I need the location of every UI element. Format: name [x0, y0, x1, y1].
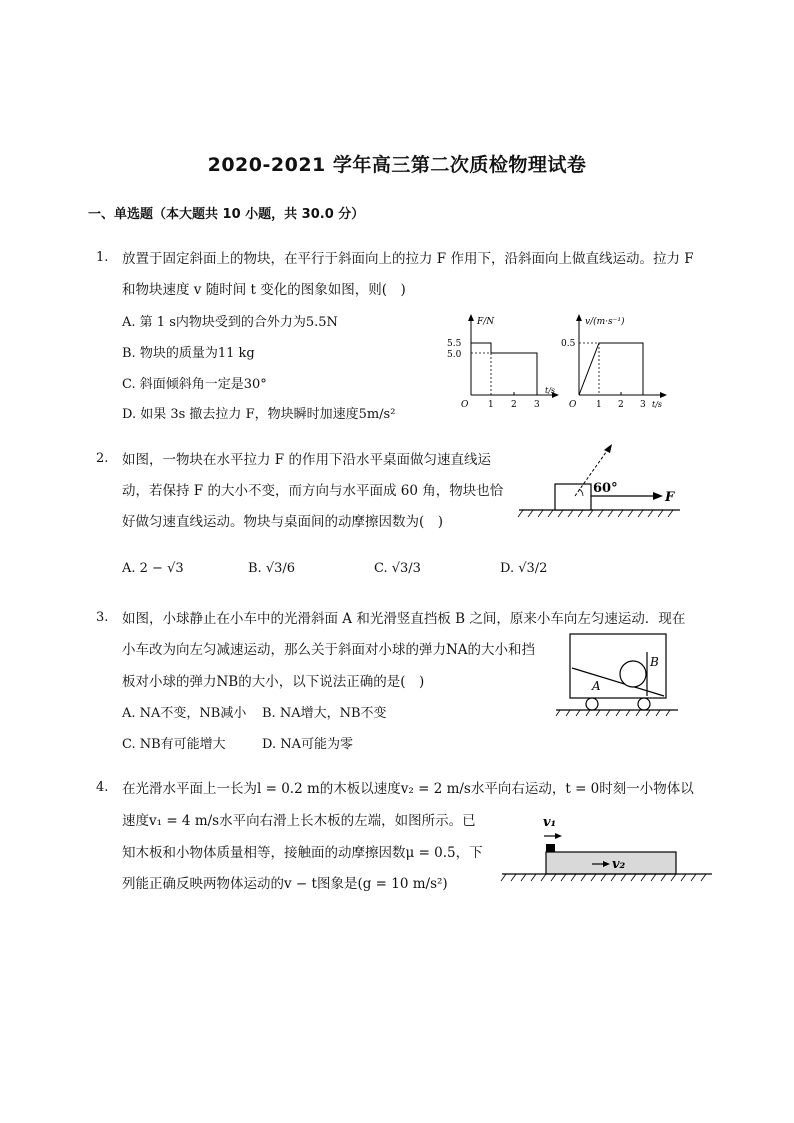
question-1-option-b[interactable]: B. 物块的质量为11 kg [122, 346, 255, 361]
v-time-label: t/s [652, 400, 663, 409]
label-a: A [592, 679, 601, 693]
long-board [546, 852, 676, 874]
v-tick-2: 2 [618, 400, 624, 410]
wheel-left [586, 698, 598, 710]
question-3-line-1: 如图，小球静止在小车中的光滑斜面 A 和光滑竖直挡板 B 之间，原来小车向左匀速运动．现在 [122, 611, 686, 627]
question-1-figure [445, 310, 675, 410]
question-2-option-a[interactable]: A. 2 − √3 [122, 561, 184, 576]
question-1-line-1: 放置于固定斜面上的物块，在平行于斜面向上的拉力 F 作用下，沿斜面向上做直线运动。拉力 F [122, 251, 694, 267]
question-4-line-3: 知木板和小物体质量相等，接触面的动摩擦因数μ = 0.5，下 [122, 845, 483, 861]
force-time-graph [447, 314, 559, 410]
question-1-option-d[interactable]: D. 如果 3s 撤去拉力 F，物块瞬时加速度5m/s² [122, 407, 396, 422]
question-4-line-1: 在光滑水平面上一长为l = 0.2 m的木板以速度v₂ = 2 m/s水平向右运动，t = 0时刻一小物体以 [122, 781, 694, 797]
question-1-number: 1. [96, 250, 109, 265]
wheel-right [638, 698, 650, 710]
question-3-figure [552, 630, 682, 720]
question-2-option-c[interactable]: C. √3/3 [374, 561, 421, 576]
question-2-line-3: 好做匀速直线运动。物块与桌面间的动摩擦因数为( ) [122, 514, 444, 530]
ball [620, 661, 646, 687]
label-b: B [650, 655, 659, 669]
question-3-number: 3. [96, 610, 109, 625]
question-3-option-a[interactable]: A. NA不变，NB减小 [122, 706, 247, 721]
question-2-line-2: 动，若保持 F 的大小不变，而方向与水平面成 60 角，物块也恰 [122, 483, 504, 499]
v1-label: v₁ [543, 815, 557, 830]
f-tick-5-5: 5.5 [447, 339, 462, 349]
question-2-option-d[interactable]: D. √3/2 [500, 561, 548, 576]
f-tick-3: 3 [534, 400, 540, 410]
question-4-number: 4. [96, 780, 109, 795]
question-1-option-a[interactable]: A. 第 1 s内物块受到的合外力为5.5N [122, 315, 338, 330]
section-heading: 一、单选题（本大题共 10 小题，共 30.0 分） [88, 207, 365, 222]
question-3-line-2: 小车改为向左匀减速运动，那么关于斜面对小球的弹力NA的大小和挡 [122, 642, 536, 658]
v-tick-3: 3 [640, 400, 646, 410]
v-origin: O [569, 400, 577, 410]
question-3-option-d[interactable]: D. NA可能为零 [262, 737, 353, 752]
question-1-option-c[interactable]: C. 斜面倾斜角一定是30° [122, 377, 267, 392]
f-time-label: t/s [545, 386, 556, 395]
question-4-line-2: 速度v₁ = 4 m/s水平向右滑上长木板的左端，如图所示。已 [122, 813, 476, 829]
v-tick-1: 1 [596, 400, 602, 410]
f-tick-1: 1 [488, 400, 494, 410]
page-title: 2020-2021 学年高三第二次质检物理试卷 [207, 154, 587, 176]
question-3-option-c[interactable]: C. NB有可能增大 [122, 737, 226, 752]
f-tick-2: 2 [511, 400, 517, 410]
question-3-line-3: 板对小球的弹力NB的大小，以下说法正确的是( ) [122, 674, 425, 690]
question-4-line-4: 列能正确反映两物体运动的v − t图象是(g = 10 m/s²) [122, 876, 448, 892]
v-axis-label: v/(m·s⁻¹) [585, 317, 625, 327]
force-label: F [665, 490, 675, 505]
v2-label: v₂ [612, 857, 626, 872]
f-origin: O [461, 400, 469, 410]
question-4-figure [498, 810, 718, 886]
question-3-option-b[interactable]: B. NA增大，NB不变 [262, 706, 387, 721]
question-1-line-2: 和物块速度 v 随时间 t 变化的图象如图，则( ) [122, 282, 406, 298]
v-tick-0-5: 0.5 [561, 339, 576, 349]
question-2-option-b[interactable]: B. √3/6 [248, 561, 296, 576]
block [555, 484, 591, 510]
f-axis-label: F/N [477, 317, 495, 327]
angle-label: 60° [593, 481, 618, 496]
question-2-number: 2. [96, 451, 109, 466]
question-2-line-1: 如图，一物块在水平拉力 F 的作用下沿水平桌面做匀速直线运 [122, 452, 491, 468]
f-tick-5-0: 5.0 [447, 350, 462, 360]
velocity-time-graph [561, 314, 667, 410]
small-object [546, 844, 555, 852]
question-2-figure [515, 440, 685, 522]
